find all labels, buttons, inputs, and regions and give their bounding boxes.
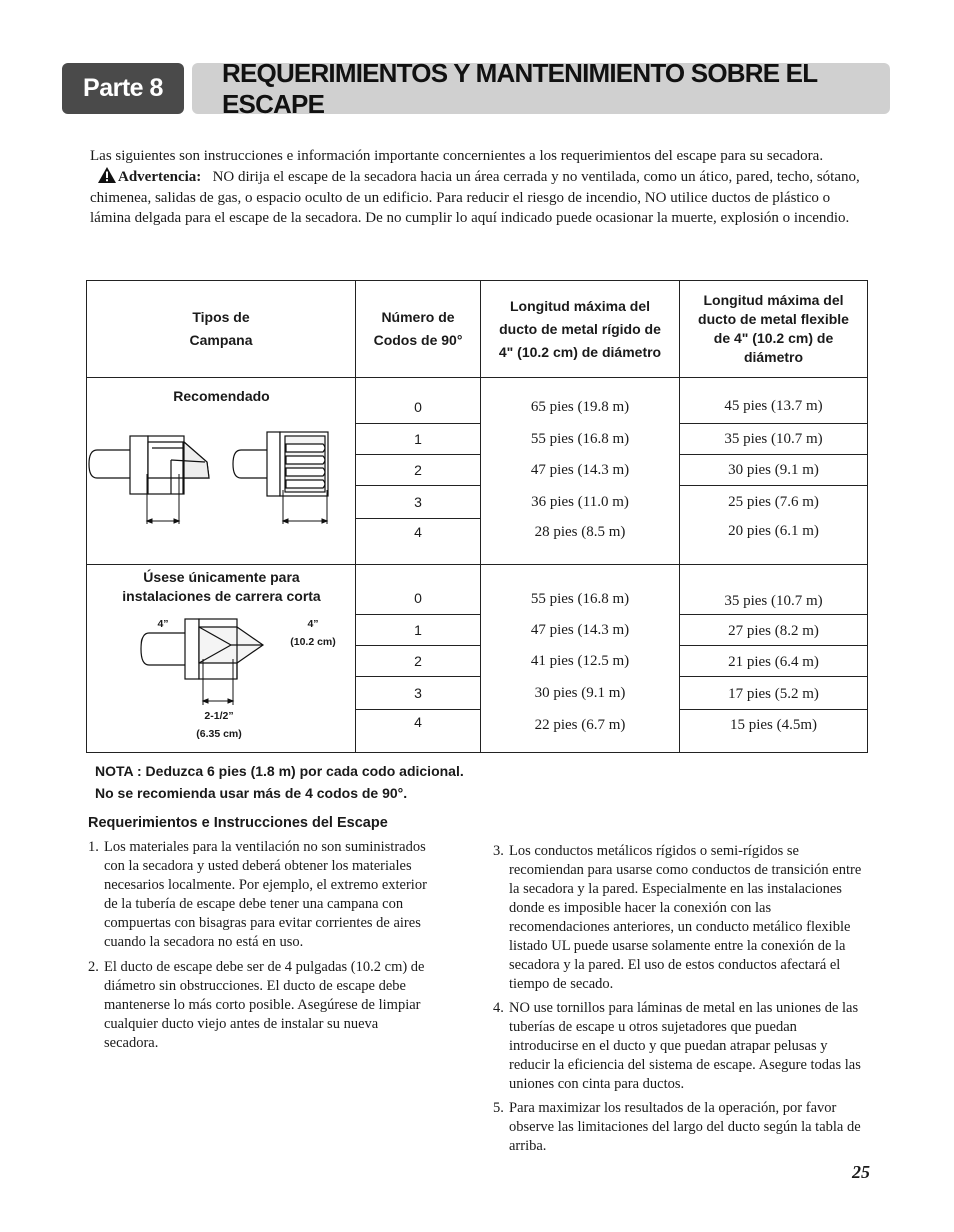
- dimension-inches: 2-1/2”: [204, 710, 234, 722]
- note-line: No se recomienda usar más de 4 codos de 90°.: [95, 785, 408, 801]
- rigid-value: 47 pies (14.3 m): [530, 622, 630, 638]
- list-item: 4. NO use tornillos para láminas de metal en las uniones de las tuberías de escape u otros sujetadores que puedan introducirse en el ducto y que puedan atrapar pelusas y reducir la eficiencia del sistema de escape. Asegure todas las uniones con cinta para ductos.: [493, 1000, 861, 1092]
- flex-value: 27 pies (8.2 m): [680, 615, 867, 646]
- elbows-cell: 1: [356, 424, 481, 455]
- flex-value: 20 pies (6.1 m): [728, 523, 819, 539]
- dimension-cm: (6.35 cm): [196, 728, 242, 740]
- header-rigid-length: Longitud máxima del ducto de metal rígido de 4" (10.2 cm) de diámetro: [481, 281, 680, 378]
- dimension-a-inches: 4”: [157, 618, 169, 630]
- part-badge: Parte 8: [62, 63, 184, 114]
- warning-paragraph: [90, 167, 868, 229]
- elbows-cell: 2: [356, 646, 481, 677]
- dimension-b-cm: (10.2 cm): [290, 636, 336, 648]
- list-item: 2. El ducto de escape debe ser de 4 pulgadas (10.2 cm) de diámetro sin obstrucciones. El ducto de escape debe mantenerse lo más corto posible. Asegúrese de limpiar cualquier ducto viejo antes de instalar su nueva secadora.: [88, 959, 425, 1051]
- flex-value: 35 pies (10.7 m): [680, 424, 867, 455]
- table-row: [87, 565, 868, 615]
- flexible-lengths-cell: [680, 378, 868, 565]
- table-header-row: [87, 281, 868, 378]
- elbows-cell: 0: [356, 378, 481, 424]
- requirements-column-left: [88, 838, 433, 1058]
- rigid-value: 28 pies (8.5 m): [534, 524, 626, 540]
- rigid-lengths-cell: [481, 378, 680, 565]
- rigid-value: 22 pies (6.7 m): [534, 717, 626, 733]
- elbows-cell: 2: [356, 455, 481, 486]
- list-item: 5. Para maximizar los resultados de la operación, por favor observe las limitaciones del largo del ducto según la tabla de arriba.: [493, 1100, 861, 1154]
- rigid-value: 36 pies (11.0 m): [531, 494, 629, 510]
- list-item: 3. Los conductos metálicos rígidos o semi-rígidos se recomiendan para usarse como conductos de transición entre la secadora y la pared. Especialmente en las instalaciones donde es imposible hacer la conexión con las recomendaciones anteriores, un conducto metálico flexible listado UL puede usarse solamente entre la conexión de la secadora y la pared. El uso de estos conductos afectará el tiempo de secado.: [493, 843, 862, 992]
- header-hood-types: Tipos de Campana: [87, 281, 356, 378]
- elbows-cell: 4: [356, 710, 481, 753]
- flexible-lengths-cell: [680, 565, 868, 753]
- flex-value: 25 pies (7.6 m): [728, 494, 819, 510]
- recommended-hoods-illustration: [87, 418, 356, 528]
- warning-label: Advertencia:: [118, 168, 202, 185]
- requirements-heading: Requerimientos e Instrucciones del Escape: [88, 815, 388, 831]
- flex-value: 15 pies (4.5m): [729, 717, 818, 733]
- warning-text: NO dirija el escape de la secadora hacia un área cerrada y no ventilada, como un ático, pared, techo, sótano, chimenea, salidas de gas, o espacio oculto de un edificio. Para reducir el riesgo de incendio, NO utilice ductos de plástico o lámina delgada para el escape de la secadora. De no cumplir lo aquí indicado puede ocasionar la muerte, explosión o incendio.: [90, 168, 860, 226]
- elbows-cell: 1: [356, 615, 481, 646]
- rigid-value: 55 pies (16.8 m): [530, 431, 630, 447]
- rigid-lengths-cell: [481, 565, 680, 753]
- elbows-cell: 4: [356, 519, 481, 565]
- rigid-value: 65 pies (19.8 m): [530, 399, 630, 415]
- elbows-cell: 3: [356, 677, 481, 710]
- page-number: 25: [852, 1162, 870, 1182]
- warning-triangle-icon: [98, 167, 116, 190]
- flex-value: 30 pies (9.1 m): [680, 455, 867, 486]
- short-run-hood-cell: [87, 565, 356, 753]
- flex-value: 21 pies (6.4 m): [680, 646, 867, 677]
- flex-value: 35 pies (10.7 m): [680, 565, 867, 615]
- elbows-cell: 3: [356, 486, 481, 519]
- intro-section: [90, 147, 868, 228]
- flex-value: 45 pies (13.7 m): [680, 378, 867, 424]
- short-run-label: Úsese únicamente para instalaciones de carrera corta: [122, 569, 321, 604]
- requirements-column-right: [493, 842, 865, 1161]
- rigid-value: 47 pies (14.3 m): [530, 462, 630, 478]
- table-notes: [95, 760, 464, 804]
- page-title: REQUERIMIENTOS Y MANTENIMIENTO SOBRE EL ESCAPE: [192, 63, 890, 114]
- note-line: NOTA : Deduzca 6 pies (1.8 m) por cada codo adicional.: [95, 763, 464, 779]
- list-item: 1. Los materiales para la ventilación no son suministrados con la secadora y usted deberá obtener los materiales necesarios localmente. Por ejemplo, el extremo exterior de la tubería de escape debe tener una campana con compuertas con bisagras para evitar corrientes de aires cuando la secadora no está en uso.: [88, 839, 427, 950]
- header-flexible-length: Longitud máxima del ducto de metal flexible de 4" (10.2 cm) de diámetro: [680, 281, 868, 378]
- rigid-value: 55 pies (16.8 m): [530, 591, 630, 607]
- intro-paragraph: Las siguientes son instrucciones e información importante concernientes a los requerimientos del escape para su secadora.: [90, 148, 824, 164]
- short-run-hood-illustration: [87, 615, 356, 715]
- recommended-label: Recomendado: [173, 388, 270, 404]
- dimension-b-inches: 4”: [307, 618, 319, 630]
- table-row: [87, 378, 868, 424]
- flex-value: 17 pies (5.2 m): [680, 677, 867, 710]
- rigid-value: 30 pies (9.1 m): [534, 685, 626, 701]
- elbows-cell: 0: [356, 565, 481, 615]
- exhaust-length-table: [86, 280, 868, 753]
- header-elbows: Número de Codos de 90°: [356, 281, 481, 378]
- rigid-value: 41 pies (12.5 m): [530, 653, 630, 669]
